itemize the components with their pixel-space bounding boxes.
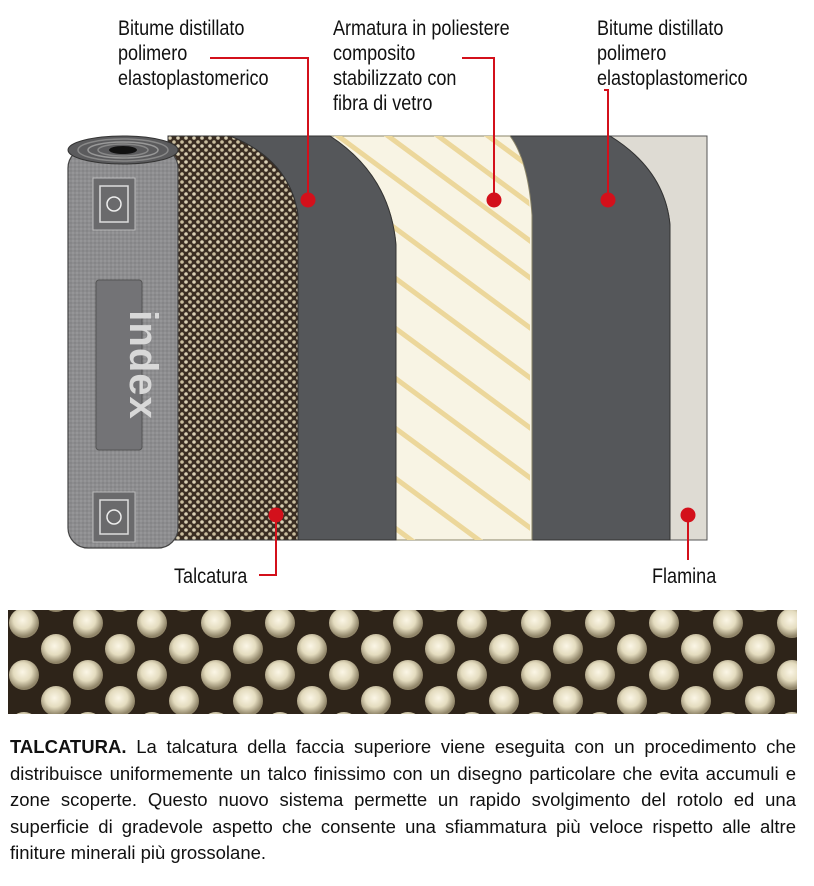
- talcatura-layer: [168, 136, 298, 540]
- talc-texture-closeup: [8, 610, 797, 714]
- certification-mark-icon: [93, 178, 135, 230]
- caption-title: TALCATURA.: [10, 736, 127, 757]
- marker-talcatura: [269, 508, 284, 523]
- roll-brand: index: [121, 310, 165, 420]
- marker-bitumen-upper: [301, 193, 316, 208]
- label-talcatura: Talcatura: [174, 565, 248, 588]
- marker-bitumen-lower: [601, 193, 616, 208]
- membrane-roll: [68, 136, 178, 548]
- roll-core: [109, 146, 137, 154]
- certification-mark-icon: [93, 492, 135, 542]
- label-bitumen-upper: Bitume distillato polimero elastoplastomerico: [118, 17, 269, 90]
- marker-armatura: [487, 193, 502, 208]
- marker-flamina: [681, 508, 696, 523]
- caption: [10, 734, 796, 867]
- label-armatura: Armatura in poliestere composito stabilizzato con fibra di vetro: [333, 17, 510, 115]
- label-bitumen-lower: Bitume distillato polimero elastoplastomerico: [597, 17, 748, 90]
- caption-text: La talcatura della faccia superiore viene eseguita con un procedimento che distribuisce uniformemente un talco finissimo con un disegno particolare che evita accumuli e zone scoperte. Questo nuovo sistema permette un rapido svolgimento del rotolo ed una superficie di gradevole aspetto che consente una sfiammatura più veloce rispetto alle altre finiture minerali più grossolane.: [10, 736, 796, 863]
- label-flamina: Flamina: [652, 565, 717, 588]
